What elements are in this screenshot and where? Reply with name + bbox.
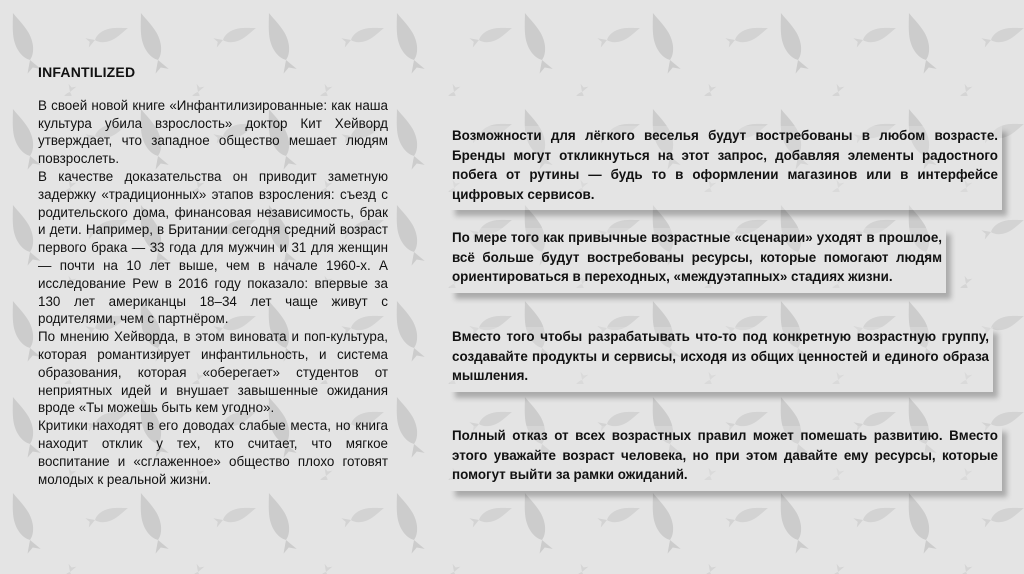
insight-box-age-rules [450, 426, 1002, 491]
article-title: INFANTILIZED [38, 64, 136, 80]
insight-text: Возможности для лёгкого веселья будут востребованы в любом возрасте. Бренды могут откликнуться на этот запрос, добавляя элементы радостного побега от рутины — будь то в оформлении магазинов или в интерфейсе цифровых сервисов. [452, 128, 998, 202]
article-paragraph: По мнению Хейворда, в этом виновата и поп-культура, которая романтизирует инфантильность, и система образования, которая «оберегает» студентов от неприятных идей и внушает завышенные ожидания вроде «Ты можешь быть кем угодно». [38, 329, 388, 416]
insight-box-fun [450, 126, 1002, 210]
article-column [38, 64, 388, 488]
insight-text: Полный отказ от всех возрастных правил может помешать развитию. Вместо этого уважайте возраст человека, но при этом давайте ему ресурсы, которые помогут выйти за рамки ожиданий. [452, 428, 998, 482]
insight-box-transitions [450, 228, 946, 293]
article-paragraph: В своей новой книге «Инфантилизированные: как наша культура убила взрослость» доктор Кит Хейворд утверждает, что западное общество мешает людям повзрослеть. [38, 97, 388, 167]
insight-text: По мере того как привычные возрастные «сценарии» уходят в прошлое, всё больше будут востребованы ресурсы, которые помогают людям ориентироваться в переходных, «междуэтапных» стадиях жизни. [452, 230, 942, 284]
insight-text: Вместо того чтобы разрабатывать что-то под конкретную возрастную группу, создавайте продукты и сервисы, исходя из общих ценностей и единого образа мышления. [452, 329, 989, 383]
article-paragraph: Критики находят в его доводах слабые места, но книга находит отклик у тех, кто считает, что мягкое воспитание и «сглаженное» общество плохо готовят молодых к реальной жизни. [38, 418, 388, 487]
insight-box-shared-values [450, 327, 993, 392]
article-paragraph: В качестве доказательства он приводит заметную задержку «традиционных» этапов взросления: съезд с родительского дома, финансовая независимость, брак и дети. Например, в Британии сегодня средний возраст первого брака — 33 года для мужчин и 31 для женщин — почти на 10 лет выше, чем в начале 1960-х. А исследование Pew в 2016 году показало: впервые за 130 лет американцы 18–34 лет чаще живут с родителями, чем с партнёром. [38, 168, 388, 327]
